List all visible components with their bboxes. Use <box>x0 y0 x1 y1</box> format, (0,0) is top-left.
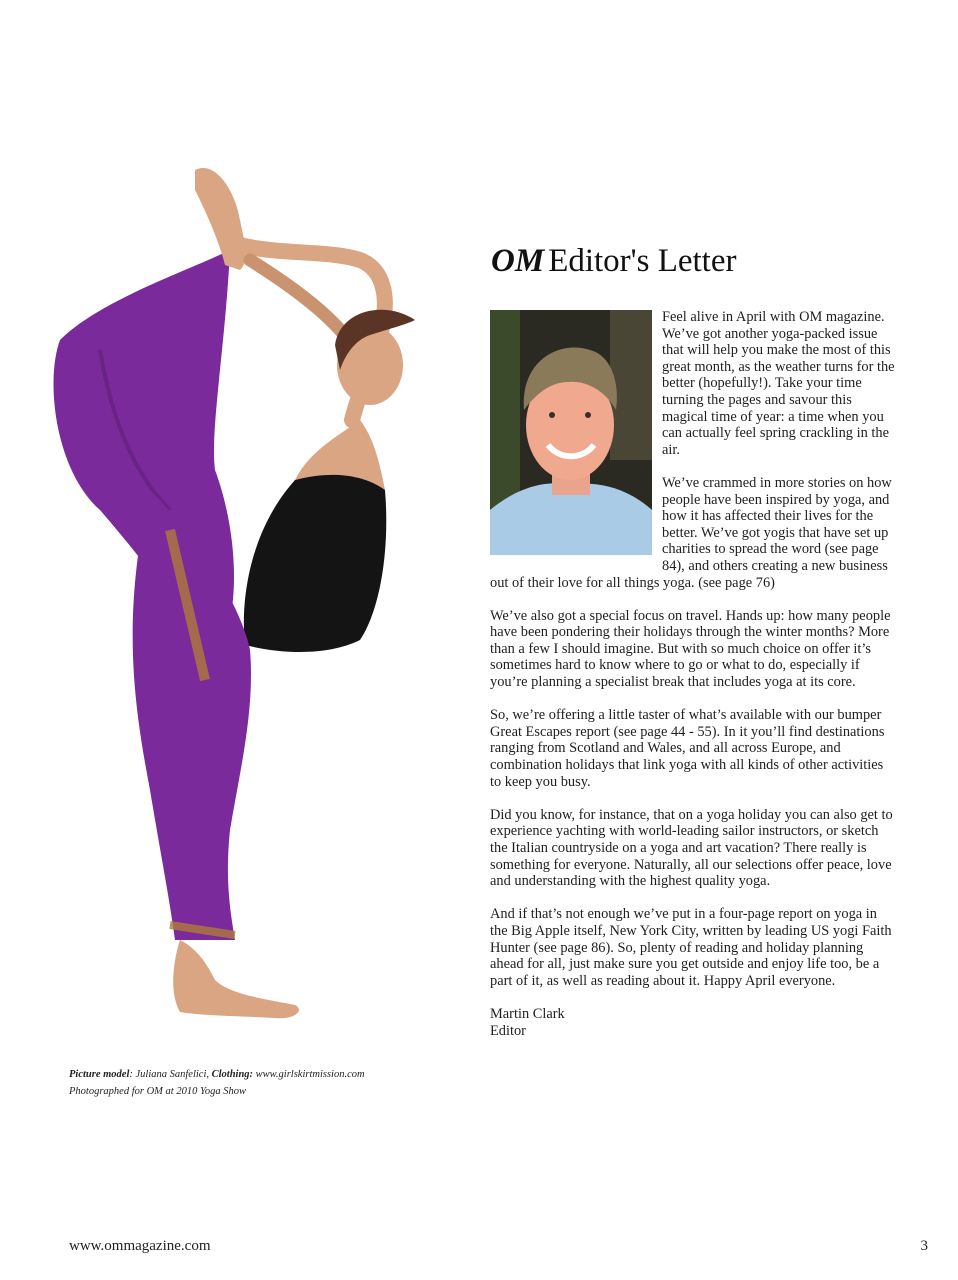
title-text: Editor's Letter <box>548 243 737 279</box>
signature-role: Editor <box>490 1022 526 1039</box>
editor-portrait-photo <box>490 310 652 555</box>
editor-letter <box>490 309 895 1039</box>
editor-portrait-illustration <box>490 310 652 555</box>
yoga-pose-photo <box>40 150 460 1030</box>
signature-block <box>490 1006 895 1039</box>
letter-paragraph-1: Feel alive in April with OM magazine. We’ve got another yoga-packed issue that will help you make the most of this great month, as the weather turns for the better (hopefully!). Take your time turning the pages and savour this magical time of year: a time when you can actually feel spring crackling in the air. <box>662 309 895 458</box>
photo-credit <box>69 1066 489 1100</box>
letter-paragraph-5: Did you know, for instance, that on a yoga holiday you can also get to experience yachting with world-leading sailor instructors, or sketch the Italian countryside on a yoga and art vacation? There really is something for everyone. Naturally, all our selections offer peace, love and understanding with the highest quality yoga. <box>490 806 893 890</box>
page-title <box>491 238 911 284</box>
credit-line-2: Photographed for OM at 2010 Yoga Show <box>69 1086 246 1097</box>
letter-paragraph-6: And if that’s not enough we’ve put in a four-page report on yoga in the Big Apple itself, New York City, written by leading US yogi Faith Hunter (see page 86). So, plenty of reading and holiday planning ahead for all, just make sure you get outside and enjoy life too, be a part of it, as well as reading about it. Happy April everyone. <box>490 906 892 989</box>
model-label: Picture model <box>69 1069 130 1080</box>
letter-paragraph-3: We’ve also got a special focus on travel. Hands up: how many people have been pondering their holidays through the winter months? More than a few I should imagine. But with so much choice on offer it’s sometimes hard to know where to go or what to do, especially if you’re planning a specialist break that includes yoga at its core. <box>490 607 891 691</box>
brand-name: OM <box>491 243 545 279</box>
clothing-url: www.girlskirtmission.com <box>253 1069 365 1080</box>
credit-line-1 <box>69 1066 489 1083</box>
yoga-figure-illustration <box>40 150 460 1030</box>
model-name: : Juliana Sanfelici, <box>129 1069 212 1080</box>
footer-website-url: www.ommagazine.com <box>69 1238 211 1254</box>
letter-paragraph-2: We’ve crammed in more stories on how people have been inspired by yoga, and how it has affected their lives for the better. We’ve got yogis that have set up charities to spread the word (see page 84), and others creating a new business out of their love for all things yoga. (see page 76) <box>490 474 892 591</box>
letter-paragraph-4: So, we’re offering a little taster of what’s available with our bumper Great Escapes report (see page 44 - 55). In it you’ll find destinations ranging from Scotland and Wales, and all across Europe, and combination holidays that link yoga with all kinds of other activities to keep you busy. <box>490 707 885 790</box>
signature-name: Martin Clark <box>490 1005 565 1022</box>
page-number: 3 <box>920 1238 928 1254</box>
clothing-label: Clothing: <box>211 1069 254 1080</box>
